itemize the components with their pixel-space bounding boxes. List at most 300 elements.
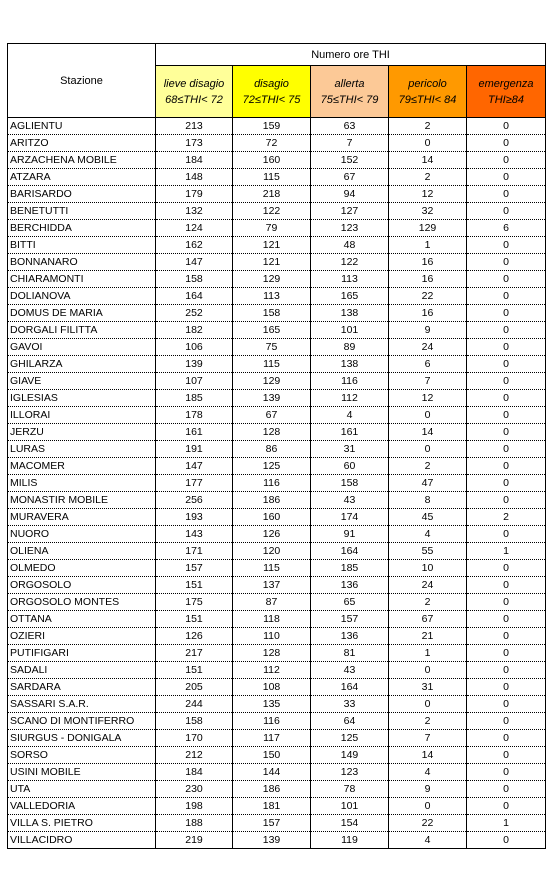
- thi-hours-table: [7, 43, 546, 849]
- hours-cell: 182: [156, 322, 233, 339]
- category-header-1: [156, 66, 233, 118]
- station-name-cell: NUORO: [8, 526, 156, 543]
- hours-cell: 0: [467, 611, 546, 628]
- hours-cell: 47: [389, 475, 467, 492]
- category-name: lieve disagio: [163, 77, 225, 90]
- hours-cell: 9: [389, 322, 467, 339]
- hours-cell: 125: [233, 458, 311, 475]
- hours-cell: 91: [311, 526, 389, 543]
- hours-cell: 94: [311, 186, 389, 203]
- station-name-cell: LURAS: [8, 441, 156, 458]
- hours-cell: 0: [467, 764, 546, 781]
- hours-cell: 116: [233, 475, 311, 492]
- hours-cell: 1: [389, 645, 467, 662]
- table-row: [8, 594, 546, 611]
- table-row: [8, 475, 546, 492]
- hours-cell: 218: [233, 186, 311, 203]
- hours-cell: 22: [389, 815, 467, 832]
- hours-cell: 158: [156, 271, 233, 288]
- hours-cell: 107: [156, 373, 233, 390]
- hours-cell: 126: [233, 526, 311, 543]
- hours-cell: 161: [311, 424, 389, 441]
- hours-cell: 0: [467, 169, 546, 186]
- table-row: [8, 696, 546, 713]
- hours-cell: 2: [389, 169, 467, 186]
- table-row: [8, 390, 546, 407]
- hours-cell: 0: [467, 475, 546, 492]
- table-row: [8, 220, 546, 237]
- hours-cell: 16: [389, 271, 467, 288]
- station-name-cell: DOLIANOVA: [8, 288, 156, 305]
- hours-cell: 33: [311, 696, 389, 713]
- hours-cell: 101: [311, 322, 389, 339]
- hours-cell: 165: [233, 322, 311, 339]
- hours-cell: 6: [467, 220, 546, 237]
- hours-cell: 164: [311, 679, 389, 696]
- hours-cell: 174: [311, 509, 389, 526]
- hours-cell: 0: [467, 679, 546, 696]
- table-row: [8, 152, 546, 169]
- hours-cell: 86: [233, 441, 311, 458]
- station-name-cell: MILIS: [8, 475, 156, 492]
- hours-cell: 171: [156, 543, 233, 560]
- hours-cell: 2: [389, 118, 467, 135]
- hours-cell: 72: [233, 135, 311, 152]
- table-row: [8, 577, 546, 594]
- station-name-cell: SASSARI S.A.R.: [8, 696, 156, 713]
- hours-cell: 138: [311, 356, 389, 373]
- hours-cell: 112: [311, 390, 389, 407]
- hours-cell: 0: [467, 662, 546, 679]
- hours-cell: 0: [467, 747, 546, 764]
- table-row: [8, 662, 546, 679]
- hours-cell: 2: [389, 458, 467, 475]
- hours-cell: 159: [233, 118, 311, 135]
- hours-cell: 8: [389, 492, 467, 509]
- table-row: [8, 407, 546, 424]
- hours-cell: 9: [389, 781, 467, 798]
- station-name-cell: OZIERI: [8, 628, 156, 645]
- table-row: [8, 679, 546, 696]
- hours-cell: 129: [233, 373, 311, 390]
- hours-cell: 48: [311, 237, 389, 254]
- hours-cell: 244: [156, 696, 233, 713]
- hours-cell: 116: [233, 713, 311, 730]
- hours-cell: 157: [233, 815, 311, 832]
- hours-cell: 106: [156, 339, 233, 356]
- hours-cell: 75: [233, 339, 311, 356]
- hours-cell: 185: [311, 560, 389, 577]
- station-name-cell: USINI MOBILE: [8, 764, 156, 781]
- hours-cell: 0: [467, 373, 546, 390]
- hours-cell: 135: [233, 696, 311, 713]
- category-name: allerta: [334, 77, 365, 90]
- hours-cell: 154: [311, 815, 389, 832]
- hours-cell: 79: [233, 220, 311, 237]
- station-name-cell: DOMUS DE MARIA: [8, 305, 156, 322]
- category-range: 72≤THI< 75: [242, 93, 301, 106]
- hours-cell: 122: [233, 203, 311, 220]
- hours-cell: 14: [389, 747, 467, 764]
- hours-cell: 128: [233, 645, 311, 662]
- hours-cell: 113: [233, 288, 311, 305]
- hours-cell: 151: [156, 577, 233, 594]
- table-row: [8, 169, 546, 186]
- hours-cell: 124: [156, 220, 233, 237]
- table-row: [8, 526, 546, 543]
- category-range: 75≤THI< 79: [320, 93, 379, 106]
- station-name-cell: MURAVERA: [8, 509, 156, 526]
- hours-cell: 138: [311, 305, 389, 322]
- hours-cell: 12: [389, 390, 467, 407]
- hours-cell: 0: [467, 458, 546, 475]
- hours-cell: 144: [233, 764, 311, 781]
- hours-cell: 14: [389, 152, 467, 169]
- category-range: THI≥84: [488, 93, 525, 106]
- hours-cell: 158: [233, 305, 311, 322]
- hours-cell: 0: [467, 645, 546, 662]
- hours-cell: 160: [233, 509, 311, 526]
- station-name-cell: ARITZO: [8, 135, 156, 152]
- station-name-cell: PUTIFIGARI: [8, 645, 156, 662]
- table-row: [8, 237, 546, 254]
- hours-cell: 55: [389, 543, 467, 560]
- hours-cell: 0: [467, 407, 546, 424]
- hours-cell: 129: [233, 271, 311, 288]
- hours-cell: 0: [467, 271, 546, 288]
- station-name-cell: GHILARZA: [8, 356, 156, 373]
- hours-cell: 10: [389, 560, 467, 577]
- hours-cell: 31: [389, 679, 467, 696]
- hours-cell: 32: [389, 203, 467, 220]
- station-name-cell: SARDARA: [8, 679, 156, 696]
- hours-cell: 115: [233, 356, 311, 373]
- hours-cell: 0: [467, 832, 546, 849]
- hours-cell: 89: [311, 339, 389, 356]
- hours-cell: 0: [467, 254, 546, 271]
- hours-cell: 0: [467, 152, 546, 169]
- table-row: [8, 305, 546, 322]
- table-row: [8, 271, 546, 288]
- hours-cell: 14: [389, 424, 467, 441]
- station-name-cell: MACOMER: [8, 458, 156, 475]
- hours-cell: 186: [233, 781, 311, 798]
- hours-cell: 67: [389, 611, 467, 628]
- hours-cell: 132: [156, 203, 233, 220]
- hours-cell: 128: [233, 424, 311, 441]
- thi-hours-group-header: Numero ore THI: [156, 44, 546, 66]
- table-row: [8, 339, 546, 356]
- hours-cell: 123: [311, 764, 389, 781]
- hours-cell: 0: [467, 713, 546, 730]
- station-name-cell: SIURGUS - DONIGALA: [8, 730, 156, 747]
- hours-cell: 136: [311, 628, 389, 645]
- hours-cell: 157: [311, 611, 389, 628]
- station-name-cell: BITTI: [8, 237, 156, 254]
- hours-cell: 137: [233, 577, 311, 594]
- category-header-4: [389, 66, 467, 118]
- hours-cell: 0: [467, 322, 546, 339]
- hours-cell: 4: [311, 407, 389, 424]
- table-row: [8, 135, 546, 152]
- hours-cell: 184: [156, 152, 233, 169]
- hours-cell: 1: [467, 543, 546, 560]
- hours-cell: 113: [311, 271, 389, 288]
- hours-cell: 22: [389, 288, 467, 305]
- hours-cell: 2: [467, 509, 546, 526]
- hours-cell: 148: [156, 169, 233, 186]
- hours-cell: 21: [389, 628, 467, 645]
- category-header-5: [467, 66, 546, 118]
- table-row: [8, 798, 546, 815]
- station-name-cell: SCANO DI MONTIFERRO: [8, 713, 156, 730]
- hours-cell: 150: [233, 747, 311, 764]
- hours-cell: 188: [156, 815, 233, 832]
- hours-cell: 158: [311, 475, 389, 492]
- station-name-cell: MONASTIR MOBILE: [8, 492, 156, 509]
- table-row: [8, 322, 546, 339]
- station-name-cell: JERZU: [8, 424, 156, 441]
- hours-cell: 7: [311, 135, 389, 152]
- station-name-cell: ATZARA: [8, 169, 156, 186]
- hours-cell: 213: [156, 118, 233, 135]
- hours-cell: 139: [233, 832, 311, 849]
- hours-cell: 2: [389, 594, 467, 611]
- hours-cell: 179: [156, 186, 233, 203]
- hours-cell: 129: [389, 220, 467, 237]
- hours-cell: 4: [389, 526, 467, 543]
- hours-cell: 161: [156, 424, 233, 441]
- station-name-cell: GIAVE: [8, 373, 156, 390]
- table-row: [8, 492, 546, 509]
- hours-cell: 117: [233, 730, 311, 747]
- hours-cell: 24: [389, 339, 467, 356]
- station-name-cell: OTTANA: [8, 611, 156, 628]
- hours-cell: 149: [311, 747, 389, 764]
- hours-cell: 43: [311, 492, 389, 509]
- table-row: [8, 458, 546, 475]
- hours-cell: 121: [233, 254, 311, 271]
- station-name-cell: SADALI: [8, 662, 156, 679]
- hours-cell: 125: [311, 730, 389, 747]
- hours-cell: 152: [311, 152, 389, 169]
- hours-cell: 184: [156, 764, 233, 781]
- hours-cell: 0: [467, 526, 546, 543]
- hours-cell: 0: [389, 696, 467, 713]
- station-name-cell: ORGOSOLO MONTES: [8, 594, 156, 611]
- hours-cell: 0: [467, 339, 546, 356]
- hours-cell: 45: [389, 509, 467, 526]
- hours-cell: 121: [233, 237, 311, 254]
- category-name: pericolo: [408, 77, 447, 90]
- hours-cell: 193: [156, 509, 233, 526]
- hours-cell: 127: [311, 203, 389, 220]
- hours-cell: 165: [311, 288, 389, 305]
- hours-cell: 115: [233, 169, 311, 186]
- hours-cell: 147: [156, 458, 233, 475]
- hours-cell: 0: [467, 730, 546, 747]
- station-name-cell: OLMEDO: [8, 560, 156, 577]
- hours-cell: 63: [311, 118, 389, 135]
- hours-cell: 0: [467, 560, 546, 577]
- hours-cell: 0: [467, 696, 546, 713]
- hours-cell: 157: [156, 560, 233, 577]
- hours-cell: 186: [233, 492, 311, 509]
- table-row: [8, 560, 546, 577]
- hours-cell: 0: [467, 577, 546, 594]
- hours-cell: 0: [467, 288, 546, 305]
- hours-cell: 2: [389, 713, 467, 730]
- table-row: [8, 628, 546, 645]
- hours-cell: 147: [156, 254, 233, 271]
- station-name-cell: ORGOSOLO: [8, 577, 156, 594]
- category-header-2: [233, 66, 311, 118]
- hours-cell: 0: [389, 407, 467, 424]
- hours-cell: 81: [311, 645, 389, 662]
- table-row: [8, 424, 546, 441]
- hours-cell: 139: [233, 390, 311, 407]
- hours-cell: 0: [467, 356, 546, 373]
- hours-cell: 67: [233, 407, 311, 424]
- table-row: [8, 509, 546, 526]
- hours-cell: 0: [467, 424, 546, 441]
- station-name-cell: ARZACHENA MOBILE: [8, 152, 156, 169]
- hours-cell: 67: [311, 169, 389, 186]
- hours-cell: 0: [389, 441, 467, 458]
- hours-cell: 0: [389, 135, 467, 152]
- hours-cell: 31: [311, 441, 389, 458]
- table-row: [8, 118, 546, 135]
- hours-cell: 219: [156, 832, 233, 849]
- hours-cell: 164: [156, 288, 233, 305]
- table-header: [8, 44, 546, 118]
- hours-cell: 4: [389, 764, 467, 781]
- table-row: [8, 543, 546, 560]
- hours-cell: 0: [467, 305, 546, 322]
- hours-cell: 7: [389, 373, 467, 390]
- hours-cell: 0: [467, 628, 546, 645]
- station-name-cell: DORGALI FILITTA: [8, 322, 156, 339]
- station-name-cell: SORSO: [8, 747, 156, 764]
- hours-cell: 217: [156, 645, 233, 662]
- hours-cell: 256: [156, 492, 233, 509]
- station-name-cell: VILLA S. PIETRO: [8, 815, 156, 832]
- table-row: [8, 730, 546, 747]
- station-name-cell: BONNANARO: [8, 254, 156, 271]
- hours-cell: 139: [156, 356, 233, 373]
- station-name-cell: BENETUTTI: [8, 203, 156, 220]
- hours-cell: 12: [389, 186, 467, 203]
- hours-cell: 120: [233, 543, 311, 560]
- station-name-cell: VILLACIDRO: [8, 832, 156, 849]
- hours-cell: 126: [156, 628, 233, 645]
- table-row: [8, 356, 546, 373]
- table-row: [8, 203, 546, 220]
- hours-cell: 101: [311, 798, 389, 815]
- table-row: [8, 186, 546, 203]
- table-row: [8, 832, 546, 849]
- table-row: [8, 254, 546, 271]
- hours-cell: 198: [156, 798, 233, 815]
- station-column-header: Stazione: [8, 44, 156, 118]
- table-row: [8, 611, 546, 628]
- hours-cell: 136: [311, 577, 389, 594]
- station-name-cell: ILLORAI: [8, 407, 156, 424]
- station-name-cell: VALLEDORIA: [8, 798, 156, 815]
- hours-cell: 43: [311, 662, 389, 679]
- hours-cell: 181: [233, 798, 311, 815]
- hours-cell: 1: [389, 237, 467, 254]
- hours-cell: 110: [233, 628, 311, 645]
- hours-cell: 177: [156, 475, 233, 492]
- hours-cell: 151: [156, 611, 233, 628]
- station-name-cell: IGLESIAS: [8, 390, 156, 407]
- hours-cell: 6: [389, 356, 467, 373]
- category-name: disagio: [254, 77, 289, 90]
- hours-cell: 112: [233, 662, 311, 679]
- category-name: emergenza: [478, 77, 534, 90]
- hours-cell: 185: [156, 390, 233, 407]
- station-name-cell: BARISARDO: [8, 186, 156, 203]
- hours-cell: 160: [233, 152, 311, 169]
- hours-cell: 175: [156, 594, 233, 611]
- table-row: [8, 764, 546, 781]
- hours-cell: 87: [233, 594, 311, 611]
- hours-cell: 1: [467, 815, 546, 832]
- table-row: [8, 747, 546, 764]
- table-row: [8, 288, 546, 305]
- hours-cell: 65: [311, 594, 389, 611]
- station-name-cell: BERCHIDDA: [8, 220, 156, 237]
- hours-cell: 170: [156, 730, 233, 747]
- hours-cell: 0: [467, 492, 546, 509]
- category-header-3: [311, 66, 389, 118]
- hours-cell: 0: [467, 118, 546, 135]
- hours-cell: 64: [311, 713, 389, 730]
- station-name-cell: UTA: [8, 781, 156, 798]
- station-name-cell: GAVOI: [8, 339, 156, 356]
- hours-cell: 116: [311, 373, 389, 390]
- station-name-cell: AGLIENTU: [8, 118, 156, 135]
- table-row: [8, 713, 546, 730]
- hours-cell: 173: [156, 135, 233, 152]
- hours-cell: 0: [467, 441, 546, 458]
- hours-cell: 60: [311, 458, 389, 475]
- station-name-cell: OLIENA: [8, 543, 156, 560]
- hours-cell: 108: [233, 679, 311, 696]
- hours-cell: 122: [311, 254, 389, 271]
- hours-cell: 0: [467, 798, 546, 815]
- category-range: 79≤THI< 84: [398, 93, 457, 106]
- hours-cell: 7: [389, 730, 467, 747]
- hours-cell: 78: [311, 781, 389, 798]
- hours-cell: 191: [156, 441, 233, 458]
- hours-cell: 230: [156, 781, 233, 798]
- table-body: [8, 118, 546, 849]
- hours-cell: 151: [156, 662, 233, 679]
- hours-cell: 164: [311, 543, 389, 560]
- hours-cell: 0: [467, 203, 546, 220]
- hours-cell: 0: [389, 798, 467, 815]
- table-row: [8, 373, 546, 390]
- hours-cell: 0: [467, 186, 546, 203]
- hours-cell: 252: [156, 305, 233, 322]
- category-range: 68≤THI< 72: [165, 93, 223, 106]
- hours-cell: 24: [389, 577, 467, 594]
- station-name-cell: CHIARAMONTI: [8, 271, 156, 288]
- hours-cell: 205: [156, 679, 233, 696]
- hours-cell: 0: [467, 594, 546, 611]
